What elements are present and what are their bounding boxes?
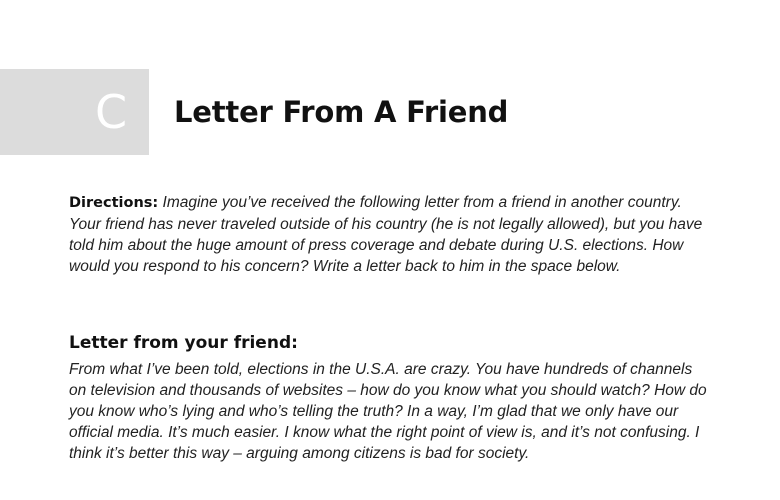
page-title: Letter From A Friend xyxy=(174,95,509,129)
letter-text: From what I’ve been told, elections in the U.S.A. are crazy. You have hundreds of channels on television and thousands of websites – how do you know what you should watch? How do you know who’s lying and who’s telling the truth? In a way, I’m glad that we only have our official media. It’s much easier. I know what the right point of view is, and it’s not confusing. I think it’s better this way – arguing among citizens is bad for society. xyxy=(69,361,707,462)
directions-paragraph xyxy=(69,192,709,277)
section-letter: C xyxy=(95,85,128,139)
directions-label: Directions: xyxy=(69,195,159,211)
directions-text: Imagine you’ve received the following letter from a friend in another country. Your friend has never traveled outside of his country (he is not legally allowed), but you have told him about the huge amount of press coverage and debate during U.S. elections. How would you respond to his concern? Write a letter back to him in the space below. xyxy=(69,194,703,275)
letter-heading: Letter from your friend: xyxy=(69,333,298,353)
